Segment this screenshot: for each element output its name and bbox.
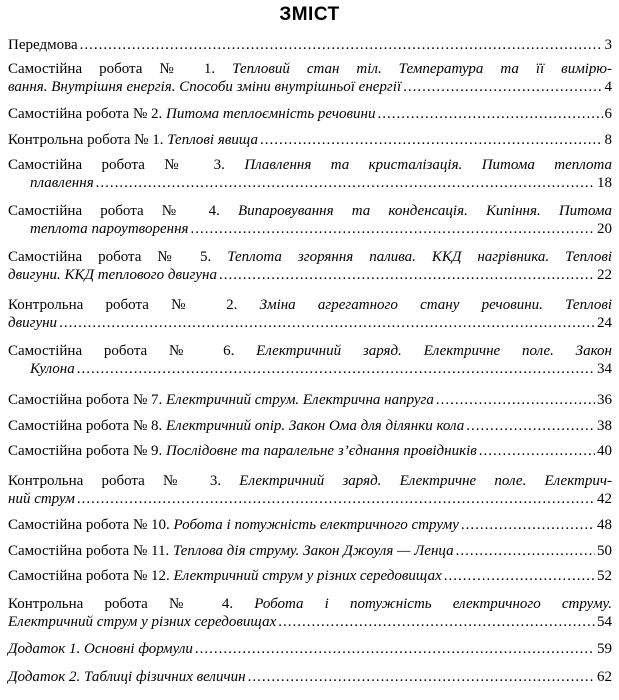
- dot-leader: [260, 131, 602, 149]
- page-number: 50: [597, 543, 612, 559]
- page-number: 48: [597, 517, 612, 533]
- page-number: 20: [597, 221, 612, 237]
- entry-topic: Електричний струм. Електрична напруга: [166, 392, 434, 408]
- page-number: 62: [597, 669, 612, 685]
- entry-topic: теплота пароутворення: [30, 221, 189, 237]
- entry-topic: Електричний заряд. Електричне поле. Закон: [256, 343, 612, 359]
- toc-entry[interactable]: [8, 442, 612, 460]
- entry-topic: Робота і потужність електричного струму: [173, 517, 459, 533]
- page-number: 59: [597, 641, 612, 657]
- entry-topic: двигуни. ККД теплового двигуна: [8, 267, 217, 283]
- entry-label: Контрольна робота № 4.: [8, 596, 234, 612]
- entry-label: Самостійна робота № 12.: [8, 568, 170, 584]
- dot-leader: [461, 516, 595, 534]
- dot-leader: [191, 220, 596, 238]
- entry-topic: Додаток 1. Основні формули: [8, 641, 193, 657]
- page-number: 6: [604, 106, 612, 122]
- dot-leader: [248, 668, 595, 686]
- dot-leader: [278, 613, 595, 631]
- entry-label: Самостійна робота № 10.: [8, 517, 170, 533]
- entry-label: Самостійна робота № 4.: [8, 203, 220, 219]
- entry-label: Самостійна робота № 9.: [8, 443, 163, 459]
- entry-topic: вання. Внутрішня енергія. Способи зміни внутрішньої енергії: [8, 79, 402, 95]
- dot-leader: [466, 417, 595, 435]
- toc-entry[interactable]: [8, 60, 612, 96]
- toc-entry[interactable]: [8, 640, 612, 658]
- entry-label: Контрольна робота № 3.: [8, 473, 222, 489]
- page-number: 22: [597, 267, 612, 283]
- entry-topic: Зміна агрегатного стану речовини. Теплові: [259, 297, 612, 313]
- page-number: 38: [597, 418, 612, 434]
- page-number: 40: [597, 443, 612, 459]
- page-number: 4: [604, 79, 612, 95]
- entry-topic: Електричний струм у різних середовищах: [8, 614, 277, 630]
- entry-topic: Кулона: [30, 361, 75, 377]
- entry-topic: плавлення: [30, 175, 94, 191]
- entry-label: Самостійна робота № 6.: [8, 343, 235, 359]
- entry-topic: Додаток 2. Таблиці фізичних величин: [8, 669, 246, 685]
- page-number: 24: [597, 315, 612, 331]
- toc-entry[interactable]: [8, 595, 612, 631]
- toc-entry[interactable]: [8, 296, 612, 332]
- dot-leader: [378, 105, 603, 123]
- entry-label: Самостійна робота № 8.: [8, 418, 163, 434]
- entry-topic: Електричний струм у різних середовищах: [173, 568, 442, 584]
- page-number: 8: [604, 132, 612, 148]
- page-number: 52: [597, 568, 612, 584]
- dot-leader: [403, 78, 602, 96]
- page-number: 36: [597, 392, 612, 408]
- page-number: 3: [604, 37, 612, 53]
- toc-entry[interactable]: [8, 36, 612, 54]
- entry-topic: Теплота згоряння палива. ККД нагрівника. Теплові: [227, 249, 613, 265]
- entry-label: Самостійна робота № 11.: [8, 543, 170, 559]
- dot-leader: [77, 360, 595, 378]
- dot-leader: [436, 391, 595, 409]
- toc-entry[interactable]: [8, 472, 612, 508]
- toc-entry[interactable]: [8, 567, 612, 585]
- entry-topic: Теплові явища: [167, 132, 259, 148]
- entry-topic: Електричний опір. Закон Ома для ділянки кола: [166, 418, 465, 434]
- toc-entry[interactable]: [8, 202, 612, 238]
- toc-entry[interactable]: [8, 542, 612, 560]
- toc-entry[interactable]: [8, 248, 612, 284]
- toc-entry[interactable]: [8, 516, 612, 534]
- entry-label: Контрольна робота № 2.: [8, 297, 238, 313]
- dot-leader: [77, 490, 595, 508]
- entry-topic: двигуни: [8, 315, 58, 331]
- toc-entry[interactable]: [8, 342, 612, 378]
- entry-label: Передмова: [8, 37, 78, 53]
- toc-entry[interactable]: [8, 668, 612, 686]
- entry-label: Самостійна робота № 7.: [8, 392, 163, 408]
- dot-leader: [456, 542, 595, 560]
- toc-entry[interactable]: [8, 105, 612, 123]
- toc-entry[interactable]: [8, 131, 612, 149]
- entry-topic: Тепловий стан тіл. Температура та її вимірю-: [232, 61, 613, 77]
- dot-leader: [59, 314, 595, 332]
- entry-label: Самостійна робота № 2.: [8, 106, 163, 122]
- entry-topic: Питома теплоємність речовини: [166, 106, 376, 122]
- entry-topic: Плавлення та кристалізація. Питома теплота: [244, 157, 613, 173]
- entry-topic: Робота і потужність електричного струму.: [254, 596, 612, 612]
- dot-leader: [444, 567, 595, 585]
- entry-topic: Електричний заряд. Електричне поле. Електрич-: [239, 473, 613, 489]
- page-number: 18: [597, 175, 612, 191]
- toc-entry[interactable]: [8, 417, 612, 435]
- entry-label: Самостійна робота № 3.: [8, 157, 225, 173]
- dot-leader: [96, 174, 595, 192]
- page-title: ЗМІСТ: [279, 4, 340, 25]
- toc-entry[interactable]: [8, 391, 612, 409]
- entry-label: Самостійна робота № 5.: [8, 249, 212, 265]
- toc-entry[interactable]: [8, 156, 612, 192]
- dot-leader: [219, 266, 595, 284]
- page-number: 54: [597, 614, 612, 630]
- page-number: 34: [597, 361, 612, 377]
- dot-leader: [195, 640, 595, 658]
- page-number: 42: [597, 491, 612, 507]
- entry-topic: Випаровування та конденсація. Кипіння. Питома: [238, 203, 613, 219]
- dot-leader: [479, 442, 595, 460]
- entry-label: Контрольна робота № 1.: [8, 132, 164, 148]
- entry-topic: ний струм: [8, 491, 75, 507]
- entry-label: Самостійна робота № 1.: [8, 61, 216, 77]
- dot-leader: [80, 36, 603, 54]
- entry-topic: Теплова дія струму. Закон Джоуля — Ленца: [172, 543, 454, 559]
- entry-topic: Послідовне та паралельне з’єднання провідників: [166, 443, 477, 459]
